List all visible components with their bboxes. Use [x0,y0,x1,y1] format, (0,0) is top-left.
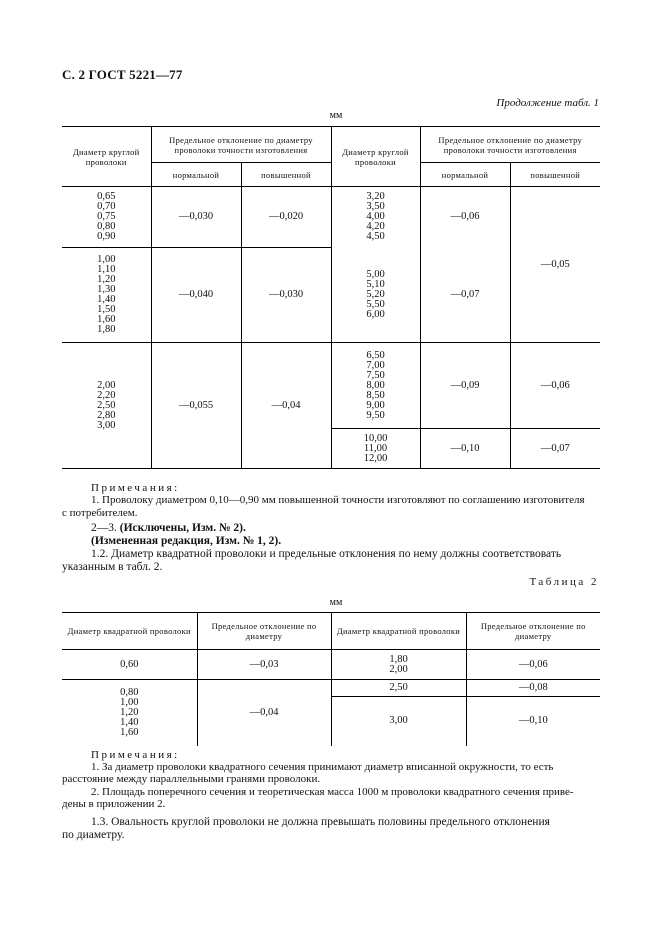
t2-right-diameter: 2,50 [331,680,466,697]
section-2-3 [91,522,246,535]
t1-right-diameters: 5,00 5,10 5,20 5,50 6,00 [331,248,420,343]
t1-right-high: —0,06 [510,343,600,429]
notes1-line: с потребителем. [62,507,138,519]
t1-right-normal: —0,10 [420,429,510,469]
t2-header-diameter-left: Диаметр квадратной проволоки [62,613,197,650]
t1-right-normal: —0,07 [420,248,510,343]
t1-right-diameters: 6,50 7,00 7,50 8,00 8,50 9,00 9,50 [331,343,420,429]
t2-left-deviation: —0,04 [197,680,331,746]
notes1-title: Примечания: [91,482,180,494]
t1-header-diameter-right: Диаметр круглой проволоки [331,127,420,187]
table1 [62,126,600,469]
t1-header-normal-right: нормальной [420,163,510,187]
t1-right-diameters: 3,20 3,50 4,00 4,20 4,50 [331,187,420,248]
t1-header-high-right: повышенной [510,163,600,187]
t2-left-deviation: —0,03 [197,650,331,680]
section-excluded-text: (Исключены, Изм. № 2). [119,522,246,534]
t1-left-normal: —0,055 [151,343,241,469]
notes2-title: Примечания: [91,749,180,761]
t1-right-high: —0,05 [510,187,600,343]
table2-unit: мм [329,597,343,608]
t1-header-high-left: повышенной [241,163,331,187]
t2-header-deviation-left: Предельное отклонение по диаметру [197,613,331,650]
t2-left-diameters: 0,80 1,00 1,20 1,40 1,60 [120,686,139,738]
t1-right-normal: —0,06 [420,187,510,248]
t2-header-deviation-right: Предельное отклонение по диаметру [466,613,600,650]
notes2-line: дены в приложении 2. [62,798,166,810]
t2-right-deviation: —0,10 [466,697,600,746]
table-continuation-label: Продолжение табл. 1 [496,97,599,109]
notes2-line: 1. За диаметр проволоки квадратного сечения принимают диаметр вписанной окружности, то есть [91,761,554,773]
table2-label: Таблица 2 [529,576,599,588]
t1-right-normal: —0,09 [420,343,510,429]
paragraph-1-2: указанным в табл. 2. [62,561,163,573]
notes2-line: расстояние между параллельными гранями проволоки. [62,773,321,785]
t1-left-high: —0,020 [241,187,331,248]
section-number: 2—3. [91,522,117,534]
table1-unit: мм [329,110,343,121]
paragraph-1-3: по диаметру. [62,829,125,841]
t2-right-diameter: 3,00 [331,697,466,746]
paragraph-1-3: 1.3. Овальность круглой проволоки не должна превышать половины предельного отклонения [91,816,550,828]
paragraph-1-2: 1.2. Диаметр квадратной проволоки и предельные отклонения по нему должны соответствовать [91,548,562,560]
t1-left-high: —0,030 [241,248,331,343]
notes2-line: 2. Площадь поперечного сечения и теоретическая масса 1000 м проволоки квадратного сечения приве- [91,786,574,798]
t2-right-deviation: —0,08 [466,680,600,697]
t2-right-deviation: —0,06 [466,650,600,680]
t1-header-diameter-left: Диаметр круглой проволоки [62,127,151,187]
table2 [62,612,600,746]
t1-left-diameters: 0,65 0,70 0,75 0,80 0,90 [62,187,151,248]
t2-header-diameter-right: Диаметр квадратной проволоки [331,613,466,650]
t1-left-normal: —0,040 [151,248,241,343]
t1-right-diameters: 10,00 11,00 12,00 [331,429,420,469]
t2-left-diameter: 0,60 [62,650,197,680]
t1-left-diameters: 1,00 1,10 1,20 1,30 1,40 1,50 1,60 1,80 [62,248,151,343]
t1-header-group-left: Предельное отклонение по диаметру проволоки точности изготовления [151,127,331,163]
t1-right-high: —0,07 [510,429,600,469]
page-header: С. 2 ГОСТ 5221—77 [62,67,183,82]
t1-header-normal-left: нормальной [151,163,241,187]
t1-left-normal: —0,030 [151,187,241,248]
amended-note: (Измененная редакция, Изм. № 1, 2). [91,535,282,547]
t1-left-diameters: 2,00 2,20 2,50 2,80 3,00 [62,343,151,469]
t1-left-high: —0,04 [241,343,331,469]
notes1-line: 1. Проволоку диаметром 0,10—0,90 мм повышенной точности изготовляют по соглашению изготовителя [91,494,585,506]
t2-right-diameter: 1,80 2,00 [331,650,466,680]
t1-header-group-right: Предельное отклонение по диаметру проволоки точности изготовления [420,127,600,163]
